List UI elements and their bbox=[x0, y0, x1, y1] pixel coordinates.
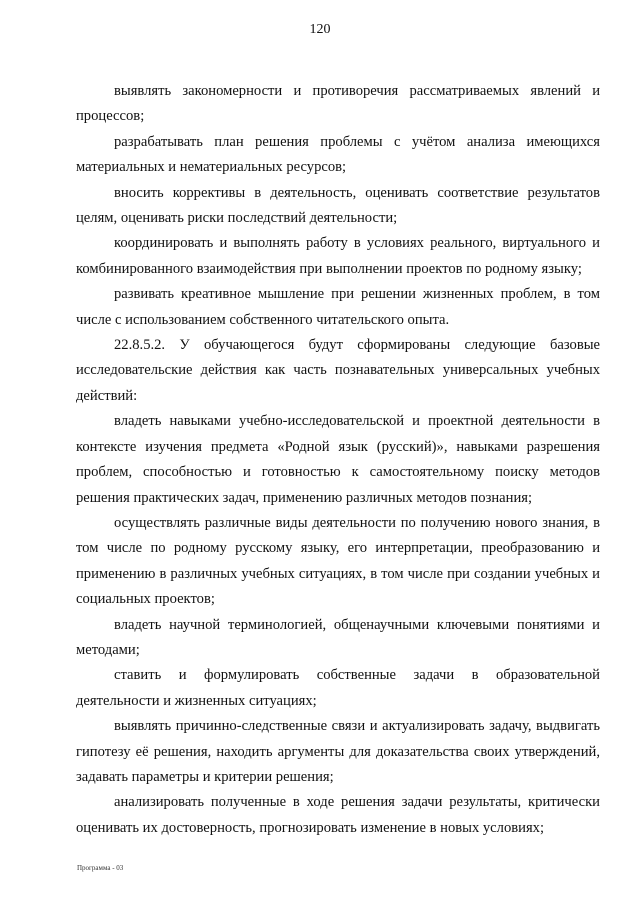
page-number: 120 bbox=[309, 22, 331, 37]
paragraph-11: выявлять причинно-следственные связи и актуализировать задачу, выдвигать гипотезу её решения, находить аргументы для доказательства своих утверждений, задавать параметры и критерии решения; bbox=[76, 718, 600, 785]
footer-program-label: Программа - 03 bbox=[77, 864, 124, 872]
document-body bbox=[76, 79, 600, 841]
paragraph-4: координировать и выполнять работу в условиях реального, виртуального и комбинированного взаимодействия при выполнении проектов по родному языку; bbox=[76, 235, 600, 277]
paragraph-12: анализировать полученные в ходе решения задачи результаты, критически оценивать их достоверность, прогнозировать изменение в новых условиях; bbox=[76, 794, 600, 836]
paragraph-6: 22.8.5.2. У обучающегося будут сформированы следующие базовые исследовательские действия как часть познавательных универсальных учебных действий: bbox=[76, 337, 600, 404]
paragraph-5: развивать креативное мышление при решении жизненных проблем, в том числе с использованием собственного читательского опыта. bbox=[76, 286, 600, 328]
paragraph-8: осуществлять различные виды деятельности по получению нового знания, в том числе по родному русскому языку, его интерпретации, преобразованию и применению в различных учебных ситуациях, в том числе при создании учебных и социальных проектов; bbox=[76, 514, 600, 608]
paragraph-3: вносить коррективы в деятельность, оценивать соответствие результатов целям, оценивать риски последствий деятельности; bbox=[76, 184, 600, 227]
paragraph-7: владеть навыками учебно-исследовательской и проектной деятельности в контексте изучения предмета «Родной язык (русский)», навыками разрешения проблем, способностью и готовностью к самостоятельному поиску методов решения практических задач, применению различных методов познания; bbox=[76, 413, 600, 506]
paragraph-10: ставить и формулировать собственные задачи в образовательной деятельности и жизненных ситуациях; bbox=[76, 667, 600, 709]
paragraph-1: выявлять закономерности и противоречия рассматриваемых явлений и процессов; bbox=[76, 83, 600, 125]
paragraph-2: разрабатывать план решения проблемы с учётом анализа имеющихся материальных и нематериальных ресурсов; bbox=[76, 133, 600, 176]
paragraph-9: владеть научной терминологией, общенаучными ключевыми понятиями и методами; bbox=[76, 616, 600, 658]
